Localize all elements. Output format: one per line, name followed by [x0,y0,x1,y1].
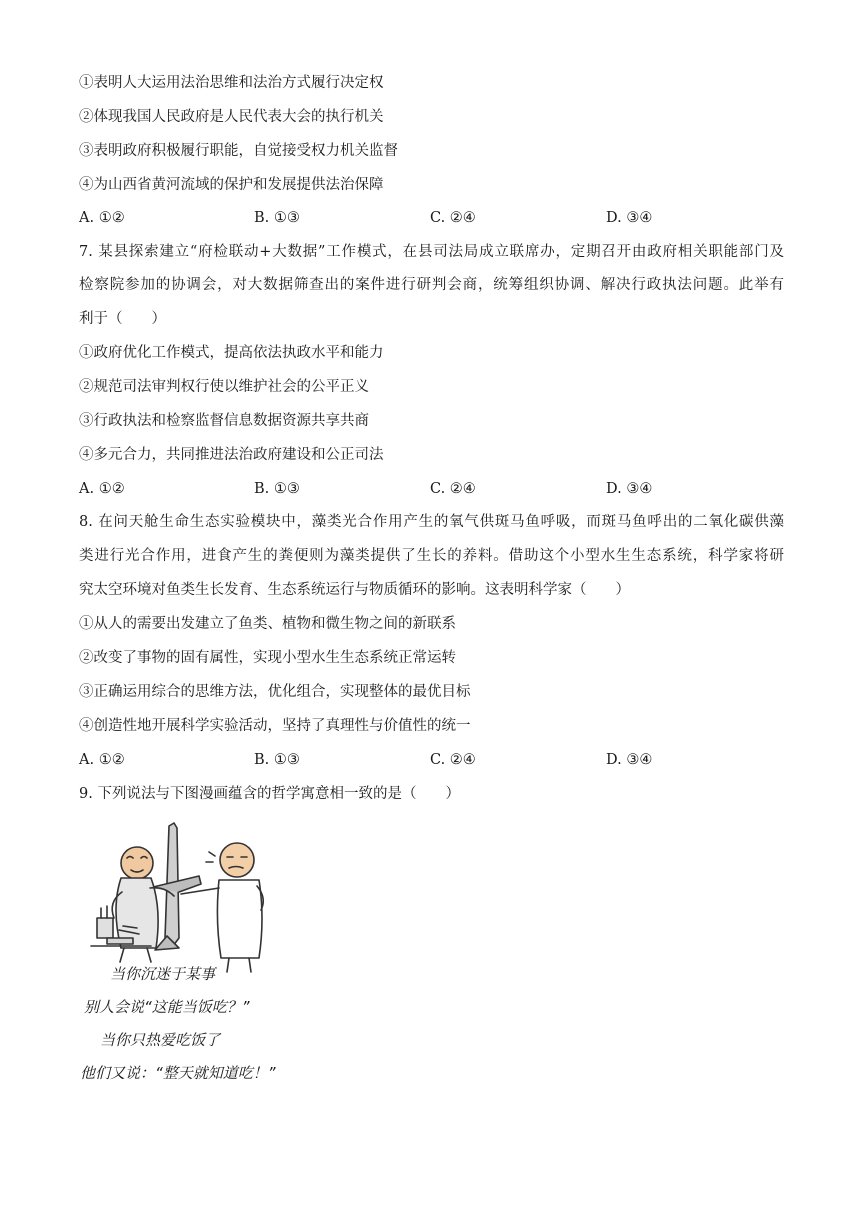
q8-stem-line-1: 8. 在问天舱生命生态实验模块中，藻类光合作用产生的氧气供斑马鱼呼吸，而斑马鱼呼出的二氧化碳供藻 [79,514,784,530]
q7-option-c[interactable]: C. ②④ [430,481,476,497]
q6-option-a[interactable]: A. ①② [79,210,125,226]
cartoon-caption-line-1: 当你沉迷于某事 [110,965,216,983]
q7-option-d[interactable]: D. ③④ [606,481,653,497]
q8-option-c[interactable]: C. ②④ [430,752,476,768]
q8-option-a[interactable]: A. ①② [79,752,125,768]
q7-statement-4: ④多元合力，共同推进法治政府建设和公正司法 [79,447,384,463]
q8-option-b[interactable]: B. ①③ [254,752,300,768]
q6-option-b[interactable]: B. ①③ [254,210,300,226]
cartoon-caption-line-3: 当你只热爱吃饭了 [100,1031,221,1049]
q6-statement-3: ③表明政府积极履行职能，自觉接受权力机关监督 [79,143,398,159]
q9-stem: 9. 下列说法与下图漫画蕴含的哲学寓意相一致的是（ ） [79,786,460,802]
cartoon-caption-line-2: 别人会说“这能当饭吃？” [84,998,250,1016]
q7-stem-line-1: 7. 某县探索建立“府检联动+大数据”工作模式，在县司法局成立联席办，定期召开由政府相关职能部门及 [79,244,784,260]
q8-stem-line-3: 究太空环境对鱼类生长发育、生态系统运行与物质循环的影响。这表明科学家（ ） [79,582,630,598]
q7-option-a[interactable]: A. ①② [79,481,125,497]
q8-statement-2: ②改变了事物的固有属性，实现小型水生生态系统正常运转 [79,650,456,666]
q8-options [79,750,799,770]
q8-statement-4: ④创造性地开展科学实验活动，坚持了真理性与价值性的统一 [79,718,471,734]
q8-stem-line-2: 类进行光合作用，进食产生的粪便则为藻类提供了生长的养料。借助这个小型水生生态系统，科学家将研 [79,548,784,564]
q7-statement-3: ③行政执法和检察监督信息数据资源共享共商 [79,413,369,429]
q7-statement-1: ①政府优化工作模式，提高依法执政水平和能力 [79,345,384,361]
q8-option-d[interactable]: D. ③④ [606,752,653,768]
q7-options [79,479,799,499]
q6-options [79,208,799,228]
q7-option-b[interactable]: B. ①③ [254,481,300,497]
q8-statement-3: ③正确运用综合的思维方法，优化组合，实现整体的最优目标 [79,684,471,700]
q6-statement-4: ④为山西省黄河流域的保护和发展提供法治保障 [79,177,384,193]
q7-stem-line-3: 利于（ ） [79,311,166,327]
q8-statement-1: ①从人的需要出发建立了鱼类、植物和微生物之间的新联系 [79,616,456,632]
q6-option-c[interactable]: C. ②④ [430,210,476,226]
cartoon-illustration [79,818,309,1093]
q6-statement-2: ②体现我国人民政府是人民代表大会的执行机关 [79,109,384,125]
q7-stem-line-2: 检察院参加的协调会，对大数据筛查出的案件进行研判会商，统筹组织协调、解决行政执法问题。此举有 [79,277,784,293]
q7-statement-2: ②规范司法审判权行使以维护社会的公平正义 [79,379,369,395]
q6-statement-1: ①表明人大运用法治思维和法治方式履行决定权 [79,75,384,91]
q6-option-d[interactable]: D. ③④ [606,210,653,226]
cartoon-caption-line-4: 他们又说：“整天就知道吃！” [80,1064,276,1082]
